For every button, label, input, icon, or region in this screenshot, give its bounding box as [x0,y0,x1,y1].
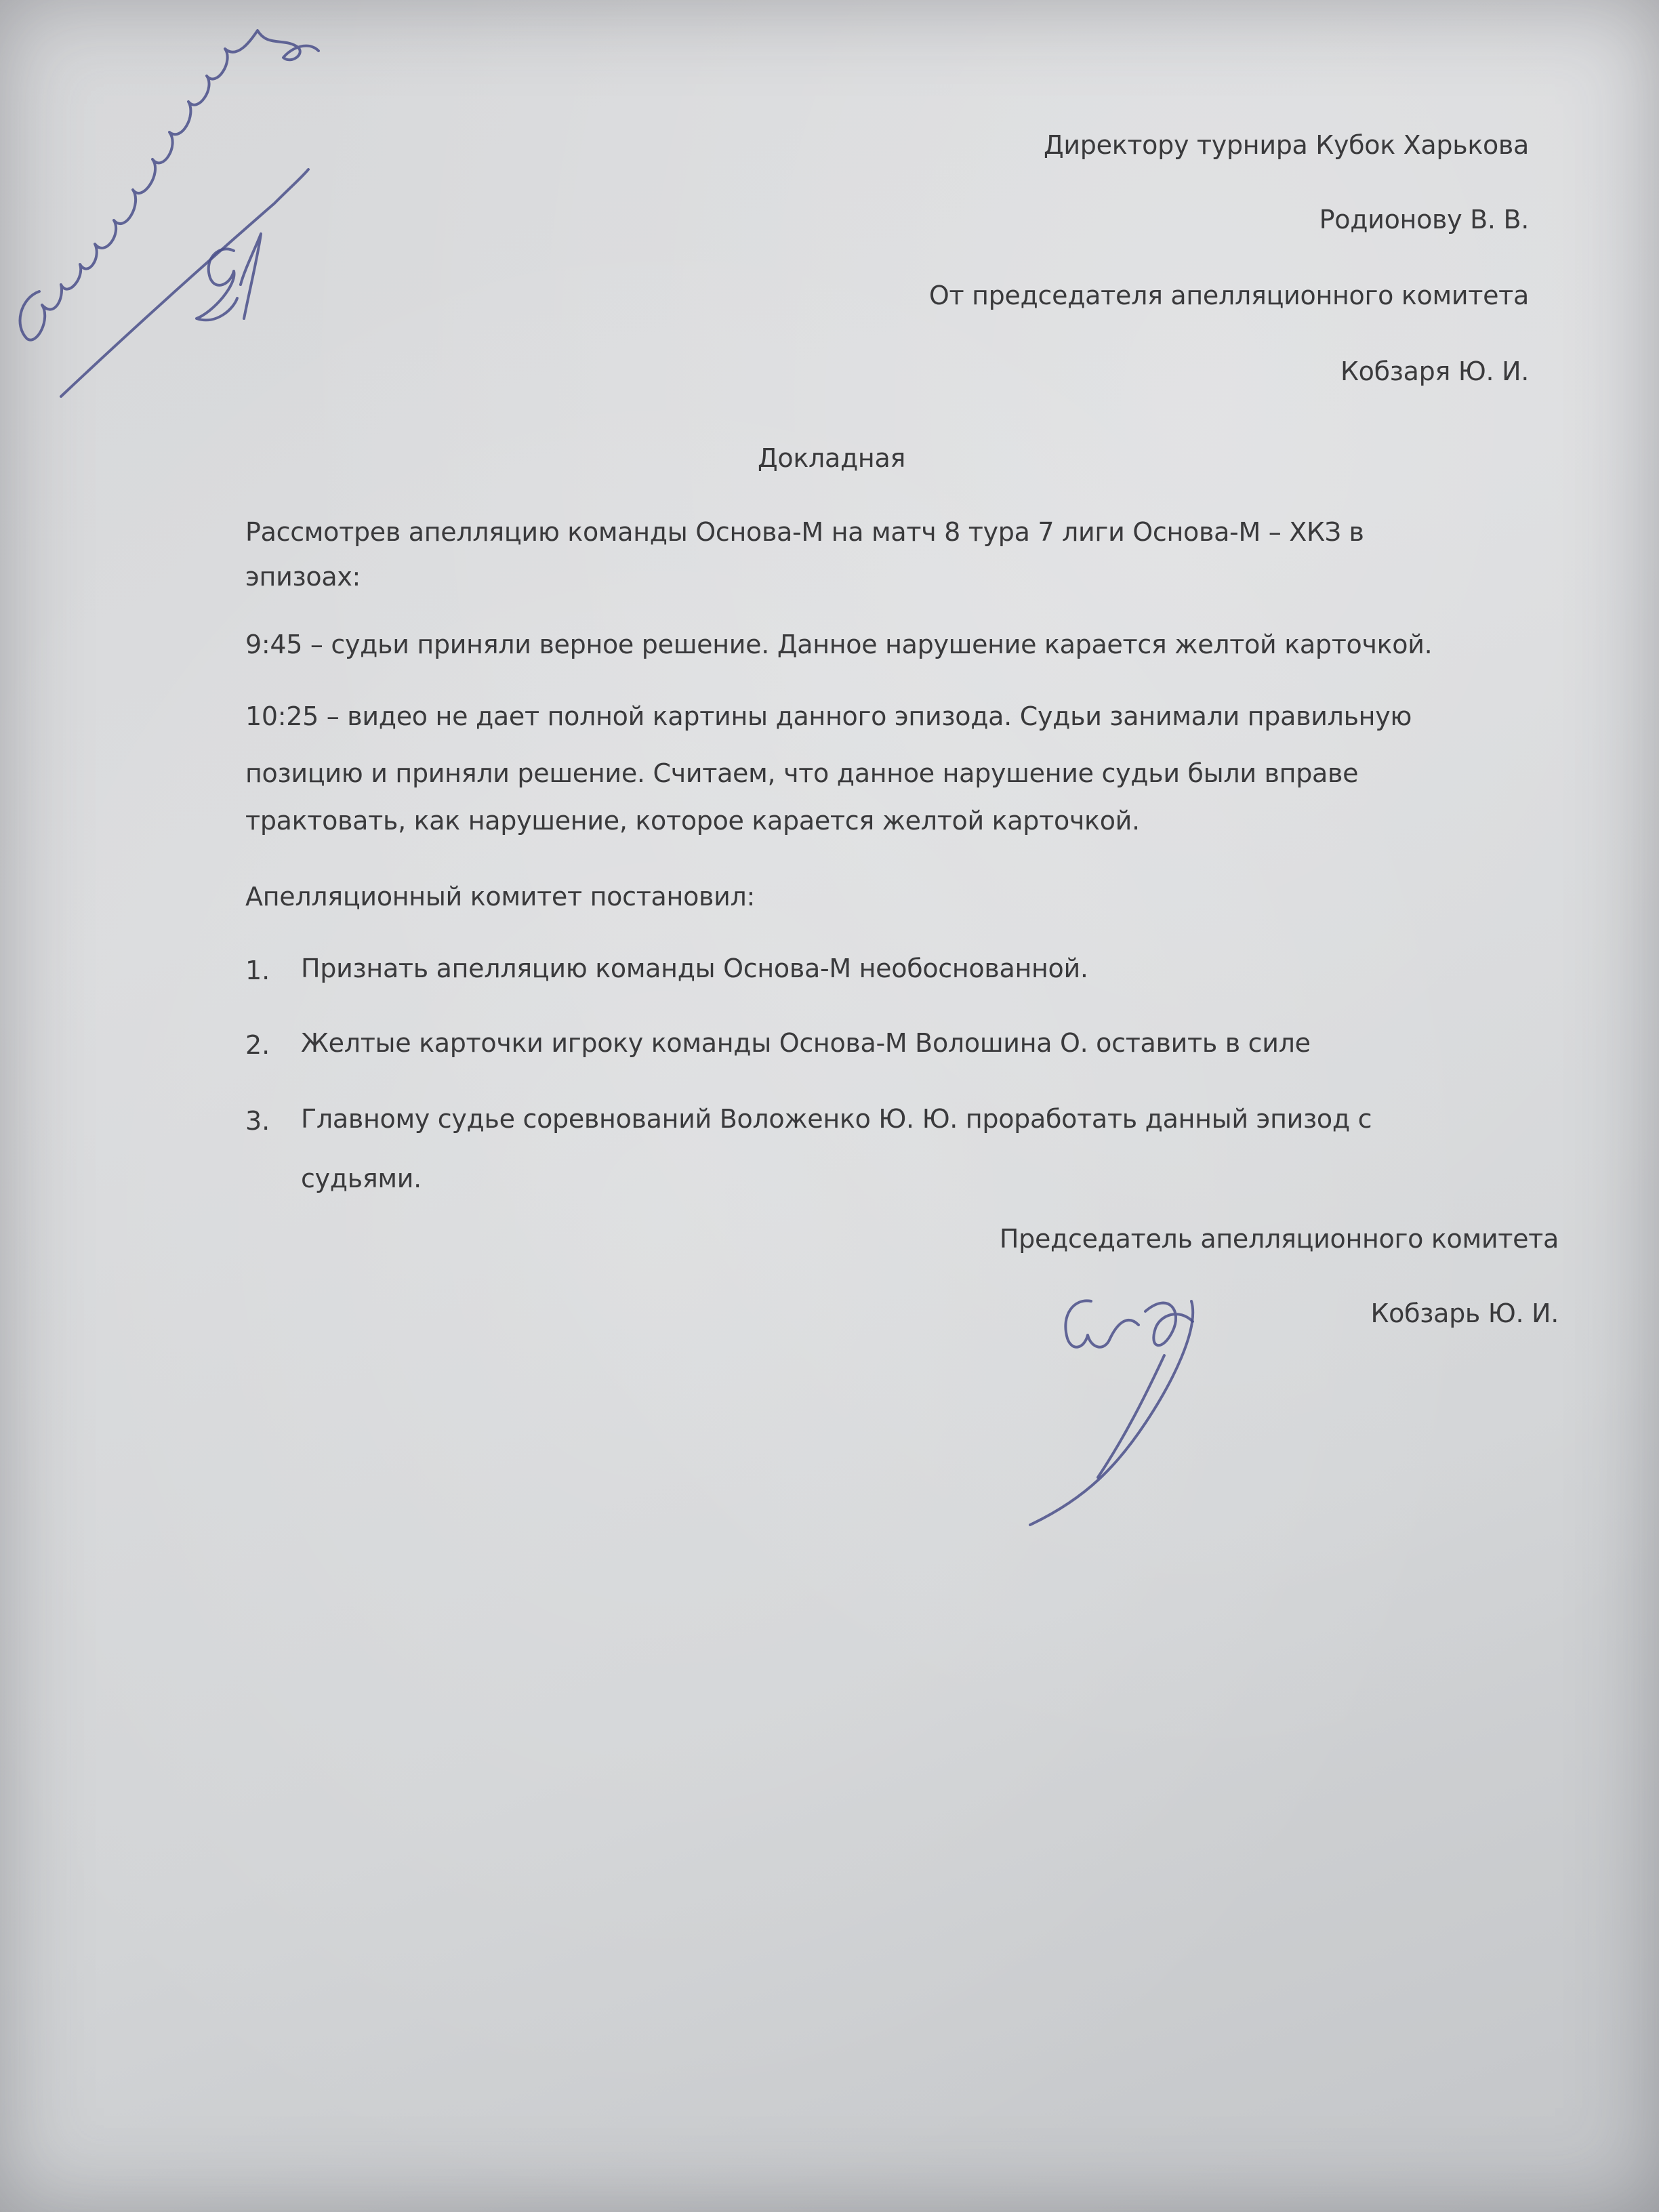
addressee-line-2: Родионову В. В. [1319,205,1529,234]
episode-2-line-1: 10:25 – видео не дает полной картины данного эпизода. Судьи занимали правильную [245,701,1412,731]
signer-title: Председатель апелляционного комитета [999,1224,1559,1254]
resolution-3-text-line-1: Главному судье соревнований Воложенко Ю. Ю. проработать данный эпизод с [301,1104,1372,1134]
from-line-2: Кобзаря Ю. И. [1340,356,1529,386]
resolution-3-text-line-2: судьями. [301,1164,422,1193]
from-line-1: От председателя апелляционного комитета [928,281,1529,310]
addressee-line-1: Директору турнира Кубок Харькова [1044,130,1529,160]
resolution-2-number: 2. [245,1030,270,1060]
handwritten-resolution-signature [0,0,352,420]
intro-paragraph-line-1: Рассмотрев апелляцию команды Основа-М на матч 8 тура 7 лиги Основа-М – ХКЗ в [245,517,1364,547]
resolution-3-number: 3. [245,1106,270,1136]
signer-name: Кобзарь Ю. И. [1370,1298,1559,1328]
document-title: Докладная [758,443,906,473]
resolution-1-number: 1. [245,956,270,985]
resolution-heading: Апелляционный комитет постановил: [245,882,756,912]
resolution-1-text: Признать апелляцию команды Основа-М необоснованной. [301,954,1088,983]
resolution-2-text: Желтые карточки игроку команды Основа-М Волошина О. оставить в силе [301,1028,1311,1058]
episode-2-line-3: трактовать, как нарушение, которое карается желтой карточкой. [245,806,1140,836]
episode-2-line-2: позицию и приняли решение. Считаем, что данное нарушение судьи были вправе [245,758,1359,788]
intro-paragraph-line-2: эпизоах: [245,562,361,592]
episode-1-text: 9:45 – судьи приняли верное решение. Данное нарушение карается желтой карточкой. [245,630,1433,659]
handwritten-signature [1017,1274,1301,1532]
